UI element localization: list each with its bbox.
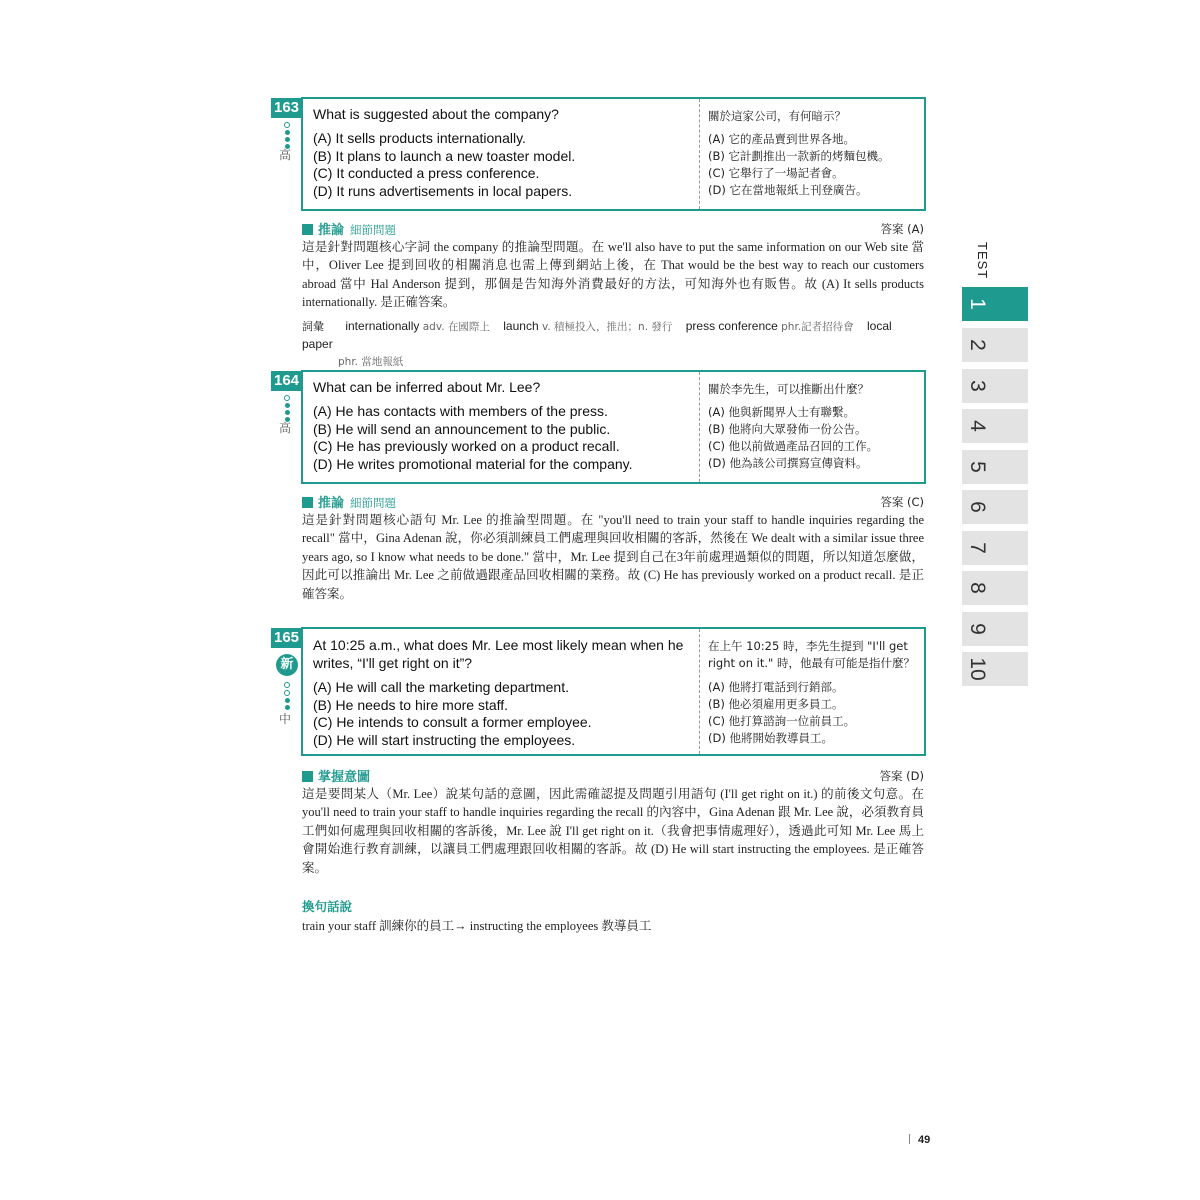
- explanation-text: 這是針對問題核心字詞 the company 的推論型問題。在 we'll also have to put the same information on our Web site 當中，Oliver Lee 提到回收的相關消息也需上傳到網站上後，在 That would be the best way to reach our customers abroad 當中 Hal Anderson 提到，那個是告知海外消費最好的方法，可知海外也有販售。故 (A) It sells products internationally. 是正確答案。: [302, 240, 924, 310]
- option-zh: (C) 他打算諮詢一位前員工。: [708, 714, 856, 728]
- tab-test-6[interactable]: 6: [962, 490, 1028, 525]
- question-category: [302, 766, 370, 785]
- option-en: (B) He needs to hire more staff.: [313, 696, 509, 713]
- question-stem-zh: 關於這家公司，有何暗示？: [708, 109, 846, 123]
- difficulty-level: 高: [279, 421, 292, 435]
- category-marker-icon: [302, 224, 313, 235]
- subcategory-label: 細節問題: [350, 496, 397, 510]
- difficulty-level: 高: [279, 148, 292, 162]
- option-zh: (A) 他將打電話到行銷部。: [708, 680, 844, 694]
- option-en: (C) He has previously worked on a product recall.: [313, 438, 620, 454]
- option-zh: (C) 它舉行了一場記者會。: [708, 166, 844, 180]
- question-category: [302, 492, 396, 511]
- question-box: [301, 97, 926, 211]
- option-zh: (A) 他與新聞界人士有聯繫。: [708, 405, 855, 419]
- explanation-text: 這是針對問題核心語句 Mr. Lee 的推論型問題。在 "you'll need to train your staff to handle inquiries regarding the recall" 當中，Gina Adenan 說，你必須訓練員工們處理與回收相關的客訴，然後在 We dealt with a similar issue three years ago, so I know what needs to be done." 當中，Mr. Lee 提到自己在3年前處理過類似的問題，所以知道怎麼做，因此可以推論出 Mr. Lee 之前做過跟產品回收相關的業務。故 (C) He has previously worked on a product recall. 是正確答案。: [302, 513, 924, 601]
- question-stem-en: What is suggested about the company?: [313, 106, 559, 122]
- new-badge: 新: [276, 654, 298, 676]
- option-zh: (D) 它在當地報紙上刊登廣告。: [708, 183, 868, 197]
- option-zh: (D) 他為該公司撰寫宣傳資料。: [708, 456, 868, 470]
- question-stem-en: At 10:25 a.m., what does Mr. Lee most likely mean when he writes, “I'll get right on it”?: [313, 637, 684, 671]
- tab-test-2[interactable]: 2: [962, 328, 1028, 363]
- category-marker-icon: [302, 497, 313, 508]
- answer-label: 答案 (C): [880, 495, 924, 509]
- option-zh: (B) 他將向大眾發佈一份公告。: [708, 422, 867, 436]
- tab-test-1[interactable]: 1: [962, 287, 1028, 322]
- category-label: 推論: [318, 496, 345, 511]
- test-label: TEST: [975, 242, 990, 280]
- tab-test-4[interactable]: 4: [962, 409, 1028, 444]
- vocab-word: launch: [503, 319, 539, 333]
- vocab-gloss: phr.記者招待會: [781, 321, 854, 333]
- paraphrase-text: train your staff 訓練你的員工→ instructing the employees 教導員工: [302, 919, 652, 933]
- option-en: (A) It sells products internationally.: [313, 130, 526, 146]
- question-number: 165: [271, 628, 302, 648]
- answer-label: 答案 (D): [879, 769, 924, 783]
- option-zh: (B) 它計劃推出一款新的烤麵包機。: [708, 149, 890, 163]
- question-stem-zh: 在上午 10:25 時，李先生提到 "I'll get right on it." 時，他最有可能是指什麼？: [708, 639, 915, 670]
- category-label: 掌握意圖: [318, 770, 371, 785]
- question-box: [301, 627, 926, 756]
- tab-test-8[interactable]: 8: [962, 571, 1028, 606]
- option-en: (A) He will call the marketing department.: [313, 679, 569, 695]
- option-en: (A) He has contacts with members of the press.: [313, 403, 608, 419]
- option-zh: (D) 他將開始教導員工。: [708, 731, 833, 745]
- question-number: 164: [271, 371, 302, 391]
- option-en: (C) It conducted a press conference.: [313, 165, 540, 181]
- tab-test-7[interactable]: 7: [962, 531, 1028, 566]
- option-en: (D) He writes promotional material for the company.: [313, 455, 633, 472]
- option-zh: (B) 他必須雇用更多員工。: [708, 697, 844, 711]
- vocab-word: local paper: [302, 319, 892, 351]
- tab-test-9[interactable]: 9: [962, 612, 1028, 647]
- option-en: (C) He intends to consult a former employee.: [313, 714, 592, 730]
- vocab-gloss: adv. 在國際上: [422, 321, 490, 333]
- explanation-text: 這是要問某人（Mr. Lee）說某句話的意圖，因此需確認提及問題引用語句 (I'll get right on it.) 的前後文句意。在 you'll need to train your staff to handle inquiries regarding the recall 的內容中，Gina Adenan 跟 Mr. Lee 說，必須教育員工們如何處理與回收相關的客訴後，Mr. Lee 說 I'll get right on it.（我會把事情處理好），透過此可知 Mr. Lee 馬上會開始進行教育訓練，以讓員工們處理跟回收相關的客訴。故 (D) He will start instructing the employees. 是正確答案。: [302, 787, 924, 875]
- option-en: (D) It runs advertisements in local papers.: [313, 182, 573, 199]
- vocab-gloss: v. 積極投入，推出；n. 發行: [541, 321, 673, 333]
- vocab-word: internationally: [345, 319, 420, 333]
- answer-label: 答案 (A): [880, 222, 924, 236]
- question-category: [302, 219, 396, 238]
- paraphrase-title: 換句話說: [302, 899, 353, 914]
- option-en: (B) He will send an announcement to the public.: [313, 420, 611, 437]
- option-en: (B) It plans to launch a new toaster model.: [313, 147, 576, 164]
- option-zh: (C) 他以前做過產品召回的工作。: [708, 439, 879, 453]
- category-label: 推論: [318, 223, 345, 238]
- difficulty-level: 中: [279, 712, 292, 726]
- subcategory-label: 細節問題: [350, 223, 397, 237]
- question-stem-zh: 關於李先生，可以推斷出什麼？: [708, 382, 869, 396]
- tab-test-10[interactable]: 10: [962, 652, 1028, 687]
- question-stem-en: What can be inferred about Mr. Lee?: [313, 379, 541, 395]
- page-number: 49: [909, 1134, 930, 1146]
- vocabulary-label: 詞彙: [302, 320, 324, 333]
- difficulty-dots: [282, 682, 292, 712]
- tab-test-5[interactable]: 5: [962, 450, 1028, 485]
- vocabulary-list: [302, 318, 924, 371]
- question-number: 163: [271, 98, 302, 118]
- option-zh: (A) 它的產品賣到世界各地。: [708, 132, 855, 146]
- category-marker-icon: [302, 771, 313, 782]
- question-box: [301, 370, 926, 484]
- tab-test-3[interactable]: 3: [962, 369, 1028, 404]
- option-en: (D) He will start instructing the employees.: [313, 731, 576, 748]
- vocab-word: press conference: [685, 319, 778, 333]
- vocab-gloss: phr. 當地報紙: [338, 356, 404, 368]
